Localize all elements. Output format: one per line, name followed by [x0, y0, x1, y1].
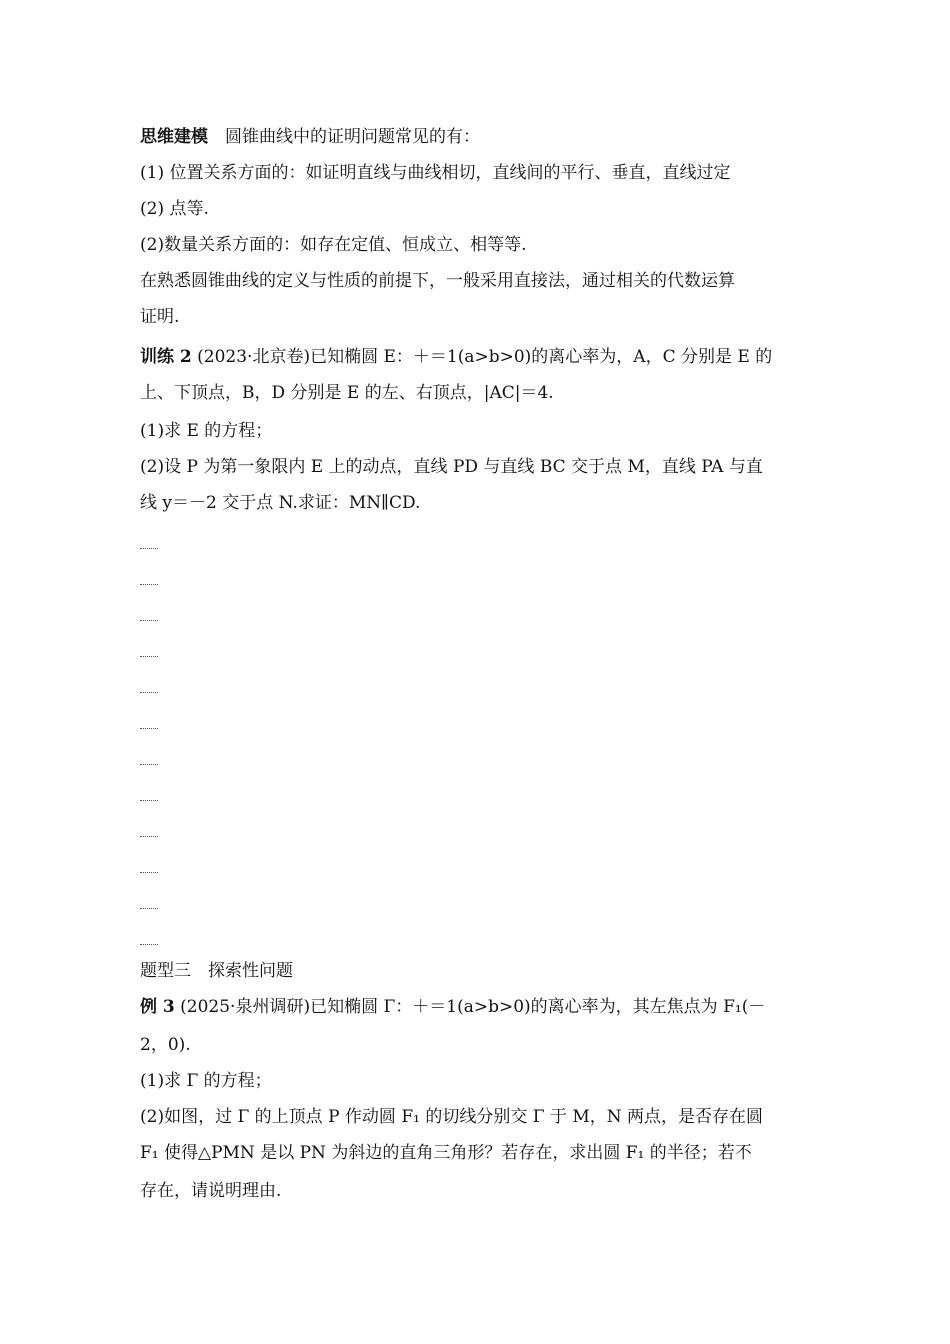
thinking-model-item1-line2: (2) 点等.: [140, 199, 209, 219]
example3-question2-line3: 存在，请说明理由.: [140, 1181, 282, 1201]
answer-blank-line: [140, 548, 158, 549]
answer-blank-line: [140, 656, 158, 657]
thinking-model-intro: [140, 126, 812, 148]
answer-blank-line: [140, 620, 158, 621]
answer-blank-line: [140, 908, 158, 909]
answer-blank-line: [140, 872, 158, 873]
example3-line1: [140, 996, 812, 1018]
thinking-model-heading: 思维建模: [140, 127, 208, 147]
example3-line1-text: (2025·泉州调研)已知椭圆 Γ：＋＝1(a>b>0)的离心率为，其左焦点为 F₁(－: [174, 997, 766, 1017]
thinking-model-item2: (2)数量关系方面的：如存在定值、恒成立、相等等.: [140, 235, 527, 255]
example3-question1: (1)求 Γ 的方程；: [140, 1071, 272, 1091]
example3-question2-line2: F₁ 使得△PMN 是以 PN 为斜边的直角三角形？若存在，求出圆 F₁ 的半径；若不: [140, 1143, 752, 1163]
training2-question2-line2: 线 y＝－2 交于点 N.求证：MN∥CD.: [140, 493, 421, 513]
answer-blank-line: [140, 728, 158, 729]
thinking-model-item1-line1: (1) 位置关系方面的：如证明直线与曲线相切，直线间的平行、垂直，直线过定: [140, 163, 731, 183]
answer-blank-line: [140, 764, 158, 765]
answer-blank-line: [140, 836, 158, 837]
section3-title: 题型三 探索性问题: [140, 961, 293, 981]
training2-question2-line1: (2)设 P 为第一象限内 E 上的动点，直线 PD 与直线 BC 交于点 M，直线 PA 与直: [140, 457, 763, 477]
training2-line1-text: (2023·北京卷)已知椭圆 E：＋＝1(a>b>0)的离心率为，A，C 分别是 E 的: [191, 347, 773, 367]
answer-blank-line: [140, 692, 158, 693]
answer-blank-line: [140, 800, 158, 801]
answer-blank-line: [140, 584, 158, 585]
training2-line1: [140, 346, 812, 368]
example3-line2: 2，0).: [140, 1035, 191, 1055]
example3-label: 例 3: [140, 997, 175, 1017]
thinking-model-intro-text: 圆锥曲线中的证明问题常见的有：: [208, 127, 480, 147]
example3-question2-line1: (2)如图，过 Γ 的上顶点 P 作动圆 F₁ 的切线分别交 Γ 于 M，N 两点，是否存在圆: [140, 1107, 764, 1127]
thinking-model-summary-line1: 在熟悉圆锥曲线的定义与性质的前提下，一般采用直接法，通过相关的代数运算: [140, 271, 735, 291]
training2-question1: (1)求 E 的方程；: [140, 421, 273, 441]
thinking-model-summary-line2: 证明.: [140, 307, 180, 327]
answer-blank-line: [140, 944, 158, 945]
training2-line2: 上、下顶点，B，D 分别是 E 的左、右顶点，|AC|＝4.: [140, 383, 554, 403]
training2-label: 训练 2: [140, 347, 192, 367]
